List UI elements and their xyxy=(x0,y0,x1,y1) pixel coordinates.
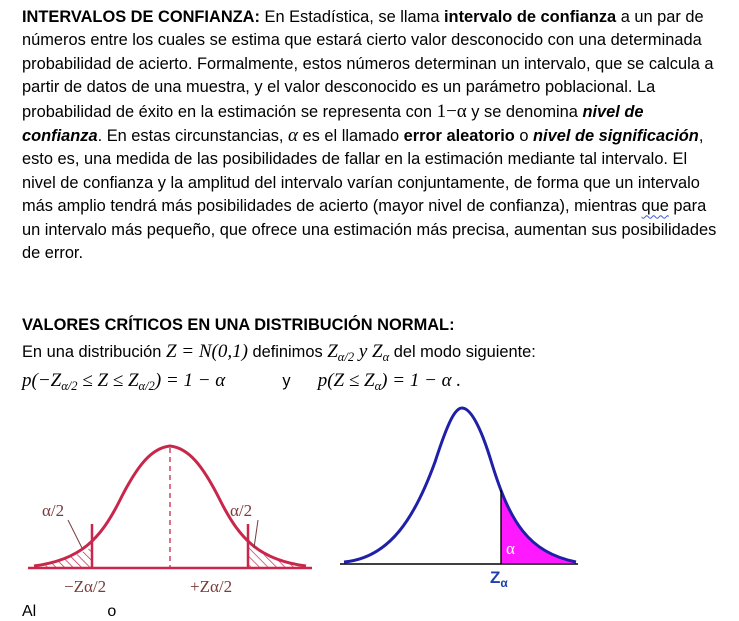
alpha-label: α xyxy=(506,539,515,558)
two-tailed-normal-diagram xyxy=(20,430,320,610)
paragraph-intervalos: INTERVALOS DE CONFIANZA: En Estadística, se llama intervalo de confianza a un par de números entre los cuales se estima que estará cierto valor desconocido con una determinada probabilidad de acierto. Formalmente, estos números determinan un intervalo, que se calcula a partir de datos de una muestra, y el valor desconocido es un parámetro poblacional. La probabilidad de éxito en la estimación se representa con 1−α y se denomina nivel de confianza. En estas circunstancias, α es el llamado error aleatorio o nivel de significación, esto es, una medida de las posibilidades de fallar en la estimación mediante tal intervalo. El nivel de confianza y la amplitud del intervalo varían conjuntamente, de forma que un intervalo más amplio tendrá más posibilidades de acierto (mayor nivel de confianza), mientras que para un intervalo más pequeño, que ofrece una estimación más precisa, aumentan sus posibilidades de error. xyxy=(22,8,717,263)
heading-intervalos: INTERVALOS DE CONFIANZA: xyxy=(22,8,260,26)
left-label-pointer xyxy=(68,520,82,548)
conjunction-y: y xyxy=(282,372,291,390)
definition-line: En una distribución Z = N(0,1) definimos $Z_{\alpha/2}$ y $Z_\alpha$ del modo siguiente: xyxy=(22,341,536,364)
cut-off-footer-text: Al o xyxy=(22,603,130,620)
heading-valores-criticos: VALORES CRÍTICOS EN UNA DISTRIBUCIÓN NORMAL: xyxy=(22,316,455,334)
formula-z-normal: Z = N(0,1) xyxy=(165,341,248,362)
equation-one-sided: $p(Z \le Z_\alpha) = 1 - \alpha$ . xyxy=(317,370,462,393)
right-critical-tick: +Zα/2 xyxy=(190,577,233,596)
right-label-pointer xyxy=(254,520,258,548)
one-tailed-normal-diagram xyxy=(330,402,590,592)
formula-one-minus-alpha: 1−α xyxy=(436,100,467,122)
equations-line xyxy=(22,370,461,394)
bell-curve xyxy=(344,408,576,562)
spellcheck-word[interactable]: que xyxy=(641,197,669,216)
equation-two-sided: $p(-Z_{\alpha/2} \le Z \le Z_{\alpha/2}) = 1 - \alpha$ xyxy=(22,370,226,393)
left-tail-label: α/2 xyxy=(42,501,65,520)
z-alpha-label: $Z_\alpha$ xyxy=(490,568,508,590)
left-critical-tick: −Zα/2 xyxy=(64,577,107,596)
right-tail-label: α/2 xyxy=(230,501,253,520)
